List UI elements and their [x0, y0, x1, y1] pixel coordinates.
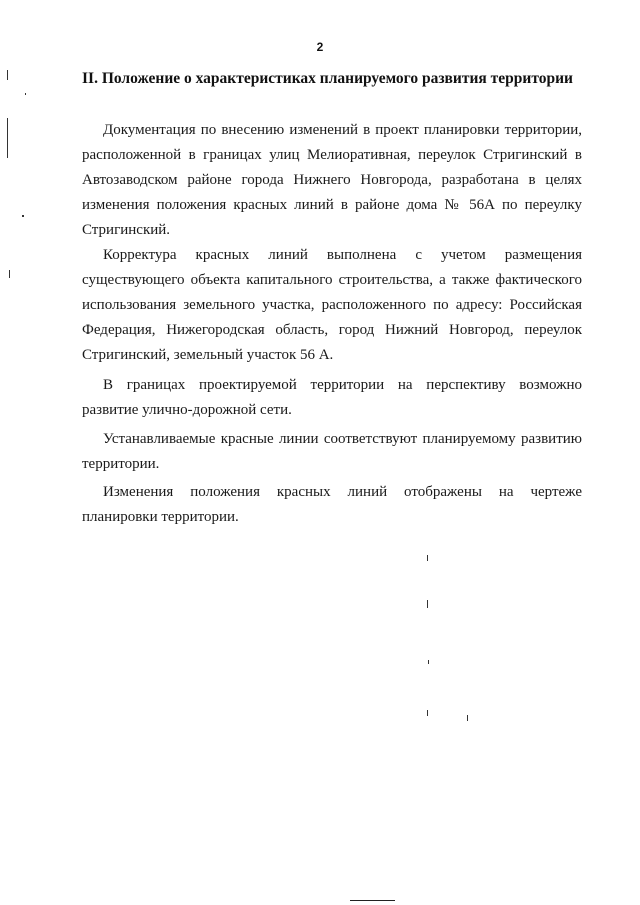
scan-artifact [7, 70, 8, 80]
scan-artifact [7, 118, 8, 158]
bottom-rule [350, 900, 395, 901]
paragraph-text: Документация по внесению изменений в проект планировки территории, расположенной в границах улиц Мелиоративная, переулок Стригинский в Автозаводском районе города Нижнего Новгорода, разработана в целях изменения положения красных линий в районе дома № 56А по переулку Стригинский. [82, 122, 582, 238]
scan-artifact [467, 715, 468, 721]
paragraph-text: Устанавливаемые красные линии соответствуют планируемому развитию территории. [82, 431, 582, 472]
scan-artifact [427, 710, 428, 716]
paragraph-5 [82, 480, 582, 530]
page-number: 2 [316, 40, 324, 54]
scan-artifact [427, 555, 428, 561]
scan-artifact [427, 600, 428, 608]
scan-artifact [9, 270, 10, 278]
paragraph-3 [82, 373, 582, 423]
paragraph-4 [82, 427, 582, 477]
scan-artifact [25, 93, 26, 95]
paragraph-text: Корректура красных линий выполнена с учетом размещения существующего объекта капитального строительства, а также фактического использования земельного участка, расположенного по адресу: Российская Федерация, Нижегородская область, город Нижний Новгород, переулок Стригинский, земельный участок 56 А. [82, 247, 582, 363]
scan-artifact [428, 660, 429, 664]
section-heading: II. Положение о характеристиках планируемого развития территории [82, 70, 573, 87]
paragraph-text: Изменения положения красных линий отображены на чертеже планировки территории. [82, 484, 582, 525]
paragraph-1 [82, 118, 582, 243]
paragraph-text: В границах проектируемой территории на перспективу возможно развитие улично-дорожной сети. [82, 377, 582, 418]
paragraph-2 [82, 243, 582, 368]
scan-artifact [22, 215, 24, 217]
